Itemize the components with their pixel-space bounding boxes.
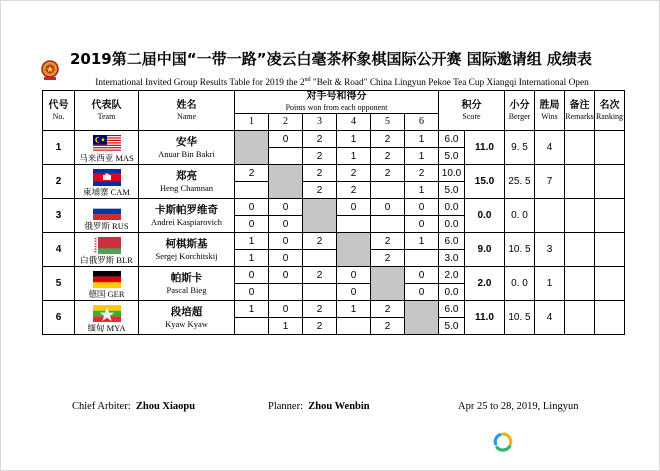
player-name-en: Pascal Bieg xyxy=(166,285,207,295)
points-subtotal: 5.0 xyxy=(439,182,465,199)
player-number: 5 xyxy=(43,267,75,301)
game-score: 0 xyxy=(405,199,439,216)
game-score: 2 xyxy=(405,165,439,182)
team-name: 缅甸 MYA xyxy=(87,322,126,333)
opponent-number: 1 xyxy=(235,114,269,131)
player-name-cell xyxy=(139,301,235,335)
opponent-number: 5 xyxy=(371,114,405,131)
results-table xyxy=(42,90,625,335)
wins-count: 4 xyxy=(535,301,565,335)
points-subtotal: 6.0 xyxy=(439,233,465,250)
ranking-cell xyxy=(595,131,625,165)
game-score: 2 xyxy=(337,165,371,182)
team-cell xyxy=(75,131,139,165)
player-row xyxy=(43,301,625,318)
ranking-cell xyxy=(595,301,625,335)
game-score: 0 xyxy=(337,284,371,301)
logo-ring-icon xyxy=(493,432,513,452)
ranking-cell xyxy=(595,233,625,267)
opponent-number: 6 xyxy=(405,114,439,131)
game-score: 2 xyxy=(303,131,337,148)
game-score: 2 xyxy=(371,131,405,148)
game-score: 0 xyxy=(337,267,371,284)
player-row xyxy=(43,233,625,250)
wins-count: 4 xyxy=(535,131,565,165)
player-name-cn: 安华 xyxy=(176,136,197,148)
title-english: International Invited Group Results Table for 2019 the 2nd "Belt & Road" China Lingyun Pekoe Tea Cup Xiangqi International Open xyxy=(95,77,589,89)
game-score xyxy=(269,148,303,165)
player-name-en: Kyaw Kyaw xyxy=(165,319,208,329)
game-score: 1 xyxy=(235,250,269,267)
game-score: 0 xyxy=(269,250,303,267)
total-score: 0.0 xyxy=(465,199,505,233)
player-number: 1 xyxy=(43,131,75,165)
flag-cam-icon xyxy=(93,169,121,186)
player-row xyxy=(43,131,625,148)
game-score: 1 xyxy=(405,131,439,148)
game-score: 1 xyxy=(337,301,371,318)
game-score: 2 xyxy=(303,318,337,335)
game-score: 2 xyxy=(371,165,405,182)
player-name-cn: 帕斯卡 xyxy=(170,272,203,284)
player-name-cn: 郑亮 xyxy=(176,170,197,182)
berger-score: 0. 0 xyxy=(505,267,535,301)
game-score: 1 xyxy=(337,131,371,148)
game-score: 2 xyxy=(303,148,337,165)
total-score: 11.0 xyxy=(465,301,505,335)
flag-rus-icon xyxy=(93,203,121,220)
game-score: 2 xyxy=(235,165,269,182)
opponent-number: 4 xyxy=(337,114,371,131)
game-score: 2 xyxy=(303,182,337,199)
points-subtotal: 0.0 xyxy=(439,284,465,301)
game-score: 2 xyxy=(371,318,405,335)
points-subtotal: 0.0 xyxy=(439,216,465,233)
remarks-cell xyxy=(565,301,595,335)
game-score xyxy=(303,284,337,301)
player-number: 3 xyxy=(43,199,75,233)
game-score: 1 xyxy=(269,318,303,335)
header-score: 积分 Score xyxy=(439,91,505,131)
header-no: 代号 No. xyxy=(43,91,75,131)
game-score: 0 xyxy=(235,267,269,284)
game-score: 0 xyxy=(269,233,303,250)
team-cell xyxy=(75,267,139,301)
points-subtotal: 5.0 xyxy=(439,318,465,335)
ranking-cell xyxy=(595,165,625,199)
team-cell xyxy=(75,199,139,233)
game-score: 0 xyxy=(269,199,303,216)
berger-score: 9. 5 xyxy=(505,131,535,165)
player-number: 4 xyxy=(43,233,75,267)
points-subtotal: 10.0 xyxy=(439,165,465,182)
team-name: 柬埔寨 CAM xyxy=(83,186,130,197)
flag-blr-icon xyxy=(93,237,121,254)
header-team: 代表队 Team xyxy=(75,91,139,131)
self-cell xyxy=(235,131,269,165)
remarks-cell xyxy=(565,267,595,301)
total-score: 9.0 xyxy=(465,233,505,267)
header-ranking: 名次 Ranking xyxy=(595,91,625,131)
game-score: 0 xyxy=(405,284,439,301)
game-score: 1 xyxy=(235,301,269,318)
points-subtotal: 6.0 xyxy=(439,131,465,148)
team-name: 德国 GER xyxy=(88,288,125,299)
player-name-cell xyxy=(139,267,235,301)
self-cell xyxy=(303,199,337,233)
game-score: 2 xyxy=(303,267,337,284)
points-subtotal: 3.0 xyxy=(439,250,465,267)
berger-score: 0. 0 xyxy=(505,199,535,233)
header-remarks: 备注 Remarks xyxy=(565,91,595,131)
self-cell xyxy=(405,301,439,335)
game-score xyxy=(235,318,269,335)
player-name-cn: 卡斯帕罗维奇 xyxy=(155,204,218,216)
team-name: 俄罗斯 RUS xyxy=(84,220,129,231)
player-name-en: Andrei Kaspiarovich xyxy=(150,217,223,227)
player-row xyxy=(43,267,625,284)
game-score: 1 xyxy=(405,233,439,250)
chief-arbiter: Chief Arbiter: Zhou Xiaopu xyxy=(72,401,196,412)
team-name: 马来西亚 MAS xyxy=(79,152,134,163)
game-score: 2 xyxy=(303,165,337,182)
player-name-cell xyxy=(139,131,235,165)
game-score: 1 xyxy=(337,148,371,165)
header-berger: 小分 Berger xyxy=(505,91,535,131)
event-date: Apr 25 to 28, 2019, Lingyun xyxy=(458,401,579,412)
team-cell xyxy=(75,165,139,199)
player-name-en: Heng Chamnan xyxy=(159,183,214,193)
self-cell xyxy=(269,165,303,199)
flag-mya-icon xyxy=(93,305,121,322)
total-score: 15.0 xyxy=(465,165,505,199)
game-score: 0 xyxy=(235,199,269,216)
game-score: 2 xyxy=(371,233,405,250)
remarks-cell xyxy=(565,131,595,165)
remarks-cell xyxy=(565,233,595,267)
player-row xyxy=(43,165,625,182)
game-score xyxy=(405,250,439,267)
wins-count xyxy=(535,199,565,233)
game-score: 0 xyxy=(371,199,405,216)
game-score: 2 xyxy=(371,301,405,318)
player-name-en: Anuar Bin Bakri xyxy=(158,149,215,159)
player-row xyxy=(43,199,625,216)
points-subtotal: 5.0 xyxy=(439,148,465,165)
berger-score: 10. 5 xyxy=(505,233,535,267)
berger-score: 25. 5 xyxy=(505,165,535,199)
wins-count: 7 xyxy=(535,165,565,199)
game-score xyxy=(303,250,337,267)
self-cell xyxy=(337,233,371,267)
game-score: 2 xyxy=(371,148,405,165)
remarks-cell xyxy=(565,199,595,233)
game-score xyxy=(337,216,371,233)
ranking-cell xyxy=(595,199,625,233)
player-number: 6 xyxy=(43,301,75,335)
header-opponents: 对手号和得分 Points won from each opponent xyxy=(235,91,439,114)
game-score: 1 xyxy=(405,182,439,199)
game-score: 0 xyxy=(235,284,269,301)
planner: Planner: Zhou Wenbin xyxy=(268,401,370,412)
team-cell xyxy=(75,233,139,267)
player-name-cn: 段培超 xyxy=(170,306,203,318)
points-subtotal: 2.0 xyxy=(439,267,465,284)
game-score: 2 xyxy=(303,233,337,250)
wins-count: 3 xyxy=(535,233,565,267)
opponent-number: 2 xyxy=(269,114,303,131)
wins-count: 1 xyxy=(535,267,565,301)
game-score: 0 xyxy=(269,301,303,318)
player-name-cell xyxy=(139,199,235,233)
game-score: 0 xyxy=(405,267,439,284)
ranking-cell xyxy=(595,267,625,301)
game-score: 0 xyxy=(269,267,303,284)
berger-score: 10. 5 xyxy=(505,301,535,335)
game-score xyxy=(337,318,371,335)
game-score: 2 xyxy=(303,301,337,318)
game-score xyxy=(371,216,405,233)
game-score: 0 xyxy=(235,216,269,233)
player-name-cell xyxy=(139,165,235,199)
game-score: 1 xyxy=(405,148,439,165)
header-name: 姓名 Name xyxy=(139,91,235,131)
team-cell xyxy=(75,301,139,335)
team-name: 白俄罗斯 BLR xyxy=(80,254,133,265)
player-name-en: Sergej Korchitskij xyxy=(155,251,218,261)
game-score xyxy=(269,284,303,301)
game-score: 0 xyxy=(405,216,439,233)
total-score: 2.0 xyxy=(465,267,505,301)
game-score xyxy=(371,182,405,199)
player-name-cn: 柯棋斯基 xyxy=(165,238,208,250)
game-score: 2 xyxy=(337,182,371,199)
header-wins: 胜局 Wins xyxy=(535,91,565,131)
self-cell xyxy=(371,267,405,301)
flag-mas-icon xyxy=(93,135,121,152)
game-score: 0 xyxy=(269,216,303,233)
total-score: 11.0 xyxy=(465,131,505,165)
opponent-number: 3 xyxy=(303,114,337,131)
remarks-cell xyxy=(565,165,595,199)
points-subtotal: 0.0 xyxy=(439,199,465,216)
game-score: 0 xyxy=(269,131,303,148)
flag-ger-icon xyxy=(93,271,121,288)
game-score: 2 xyxy=(371,250,405,267)
title-chinese: 2019第二届中国“一带一路”凌云白毫茶杯象棋国际公开赛 国际邀请组 成绩表 xyxy=(70,50,592,68)
points-subtotal: 6.0 xyxy=(439,301,465,318)
player-number: 2 xyxy=(43,165,75,199)
game-score: 1 xyxy=(235,233,269,250)
game-score xyxy=(235,182,269,199)
game-score: 0 xyxy=(337,199,371,216)
player-name-cell xyxy=(139,233,235,267)
